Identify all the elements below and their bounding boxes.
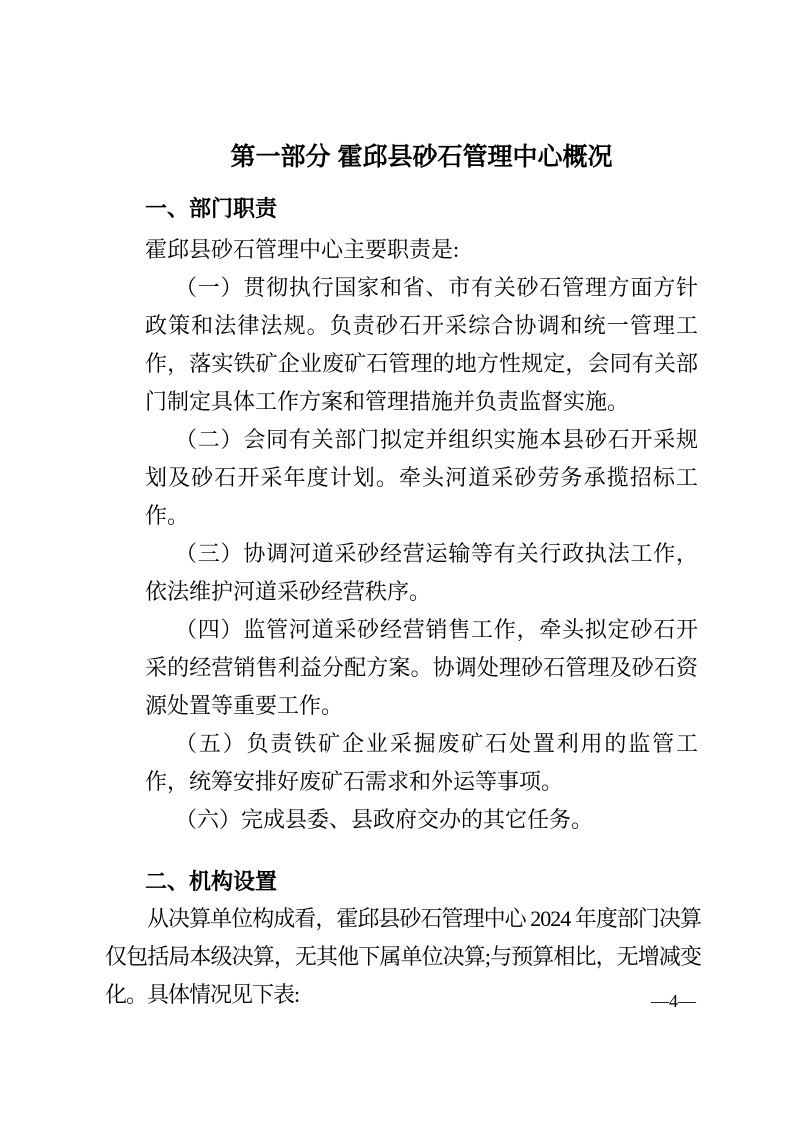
duty-item-2: （二）会同有关部门拟定并组织实施本县砂石开采规划及砂石开采年度计划。牵头河道采砂劳务承揽招标工作。: [145, 427, 698, 528]
duty-item-5: （五）负责铁矿企业采掘废矿石处置利用的监管工作，统筹安排好废矿石需求和外运等事项。: [145, 731, 698, 794]
section2-heading: 二、机构设置: [145, 869, 278, 894]
page-number: —4—: [651, 991, 696, 1011]
duty-item-4: （四）监管河道采砂经营销售工作，牵头拟定砂石开采的经营销售利益分配方案。协调处理砂石管理及砂石资源处置等重要工作。: [145, 617, 698, 718]
duty-item-1: （一）贯彻执行国家和省、市有关砂石管理方面方针政策和法律法规。负责砂石开采综合协调和统一管理工作，落实铁矿企业废矿石管理的地方性规定，会同有关部门制定具体工作方案和管理措施并负责监督实施。: [145, 275, 698, 414]
duty-item-6: （六）完成县委、县政府交办的其它任务。: [175, 807, 594, 832]
section2-paragraph: 从决算单位构成看，霍邱县砂石管理中心 2024 年度部门决算仅包括局本级决算，无其他下属单位决算;与预算相比，无增减变化。具体情况见下表:: [105, 906, 701, 1007]
duty-item-3: （三）协调河道采砂经营运输等有关行政执法工作，依法维护河道采砂经营秩序。: [145, 541, 698, 604]
section1-intro: 霍邱县砂石管理中心主要职责是:: [145, 237, 460, 262]
section1-heading: 一、部门职责: [145, 196, 278, 221]
document-content: [105, 142, 701, 1014]
page-title: 第一部分 霍邱县砂石管理中心概况: [230, 143, 613, 171]
